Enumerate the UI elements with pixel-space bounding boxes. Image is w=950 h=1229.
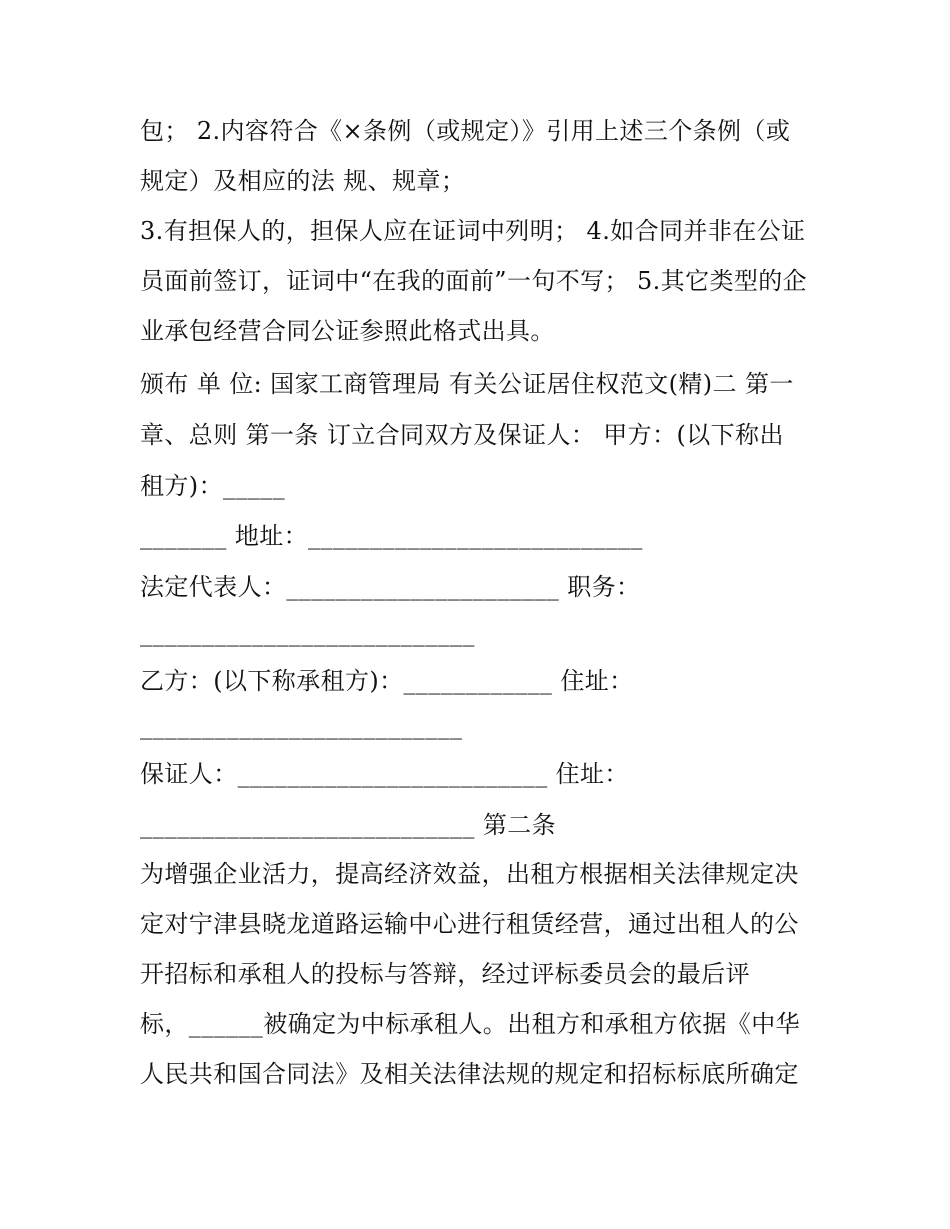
text-line: 开招标和承租人的投标与答辩，经过评标委员会的最后评 [140,960,750,988]
text-line: 租方)：_____ [140,472,285,500]
text-line: __________________________ [140,712,463,740]
text-line: ___________________________ [140,619,475,647]
text-line: 包； 2.内容符合《×条例（或规定）》引用上述三个条例（或 [140,117,791,145]
text-line: 业承包经营合同公证参照此格式出具。 [140,317,555,345]
text-line: 人民共和国合同法》及相关法律法规的规定和招标标底所确定 [140,1060,799,1088]
text-line: 为增强企业活力，提高经济效益，出租方根据相关法律规定决 [140,860,799,888]
text-line: 乙方：(以下称承租方)：____________ 住址： [140,667,634,695]
text-line: 标，______被确定为中标承租人。出租方和承租方依据《中华 [140,1010,800,1038]
text-line: ___________________________ 第二条 [140,811,557,839]
text-line: 章、总则 第一条 订立合同双方及保证人： 甲方：(以下称出 [140,421,784,449]
text-line: _______ 地址：___________________________ [140,522,643,550]
text-line: 颁布 单 位: 国家工商管理局 有关公证居住权范文(精)二 第一 [140,370,794,398]
text-line: 3.有担保人的，担保人应在证词中列明； 4.如合同并非在公证 [140,217,806,245]
text-line: 定对宁津县晓龙道路运输中心进行租赁经营，通过出租人的公 [140,910,799,938]
text-line: 员面前签订，证词中“在我的面前”一句不写； 5.其它类型的企 [140,267,808,295]
text-line: 法定代表人：______________________ 职务： [140,573,641,601]
text-line: 保证人：_________________________ 住址： [140,760,629,788]
text-line: 规定）及相应的法 规、规章； [140,167,466,195]
